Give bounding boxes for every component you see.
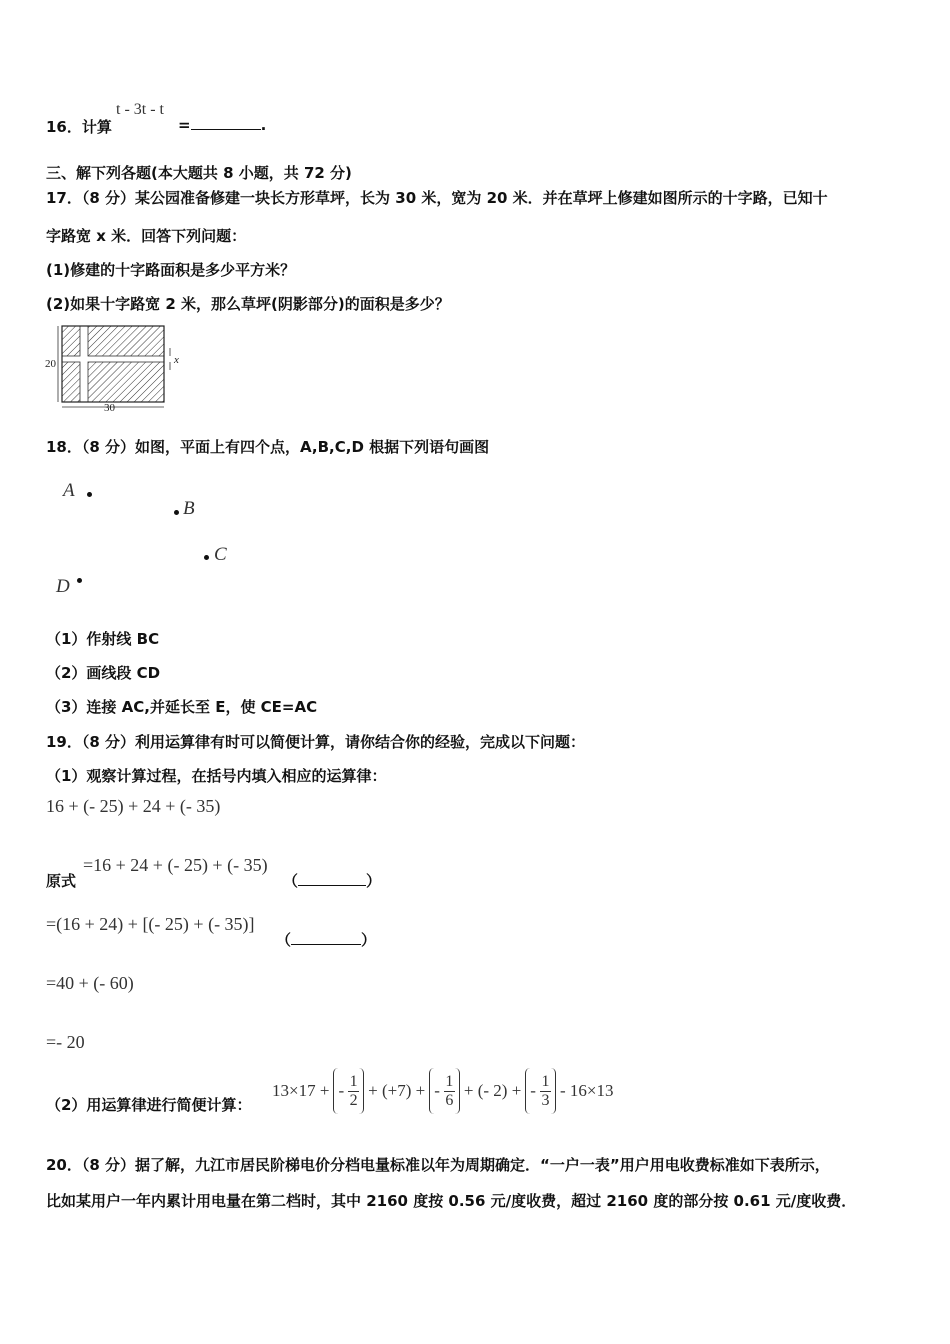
q20-line2: 比如某用户一年内累计用电量在第二档时，其中 2160 度按 0.56 元/度收费，超过 2160 度的部分按 0.61 元/度收费． [46,1192,857,1210]
point-d-label: D [56,576,70,597]
q19-sub1: （1）观察计算过程，在括号内填入相应的运算律： [46,767,387,785]
lawn-bottom-right [88,362,164,402]
section-3-title: 三、解下列各题(本大题共 8 小题，共 72 分) [46,164,352,182]
q19-sub2: （2）用运算律进行简便计算： [46,1096,252,1114]
lawn-top-right [88,326,164,356]
point-c-dot [204,555,209,560]
q19-yuanshi-label: 原式 [46,872,77,890]
q18-sub2: （2）画线段 CD [46,664,161,682]
q17-sub2: (2)如果十字路宽 2 米，那么草坪(阴影部分)的面积是多少？ [46,295,450,313]
q19-step3: =40 + (- 60) [46,973,134,993]
q18-sub3: （3）连接 AC,并延长至 E，使 CE=AC [46,698,318,716]
paren-group-3: - $\frac{1}{3}$ [525,1068,556,1114]
q17-line2: 字路宽 x 米．回答下列问题： [46,227,247,245]
q17-line1: 17．（8 分）某公园准备修建一块长方形草坪，长为 30 米，宽为 20 米．并在草坪上修建如图所示的十字路，已知十 [46,189,828,207]
lawn-bottom-left [62,362,80,402]
q19-step1-blank: （ ） [283,872,382,890]
q17-lawn-figure [44,322,184,414]
q19-step2: =(16 + 24) + [(- 25) + (- 35)] [46,914,255,934]
point-c-label: C [214,544,227,565]
paren-group-2: - $\frac{1}{6}$ [429,1068,460,1114]
point-b-label: B [183,498,195,519]
point-b-dot [174,510,179,515]
lawn-top-left [62,326,80,356]
point-a-label: A [63,480,75,501]
q19-step2-blank: （ ） [276,931,377,949]
figure-width-label: 20 [45,358,56,370]
q19-expression: 16 + (- 25) + 24 + (- 35) [46,796,221,816]
q19-title: 19．（8 分）利用运算律有时可以简便计算，请你结合你的经验，完成以下问题： [46,733,586,751]
figure-road-label: x [174,354,179,366]
q16-answer-blank: = . [178,116,267,134]
figure-length-label: 30 [104,402,115,414]
paren-group-1: - $\frac{1}{2}$ [333,1068,364,1114]
q18-sub1: （1）作射线 BC [46,630,160,648]
point-a-dot [87,492,92,497]
q20-line1: 20．（8 分）据了解，九江市居民阶梯电价分档电量标准以年为周期确定．“一户一表”用户用电收费标准如下表所示， [46,1156,830,1174]
q19-calc-expression: 13×17 + - $\frac{1}{2}$ + (+7) + - $\frac{1}{6}$ + (- 2) + - $\frac{1}{3}$ - 16×13 [272,1068,613,1114]
q16-label: 16．计算 [46,118,112,136]
q16-expression: t - 3t - t [116,101,164,118]
q17-sub1: (1)修建的十字路面积是多少平方米？ [46,261,296,279]
q19-step4: =- 20 [46,1032,85,1052]
q18-title: 18．（8 分）如图，平面上有四个点，A,B,C,D 根据下列语句画图 [46,438,490,456]
point-d-dot [77,578,82,583]
q19-step1: =16 + 24 + (- 25) + (- 35) [83,855,268,875]
